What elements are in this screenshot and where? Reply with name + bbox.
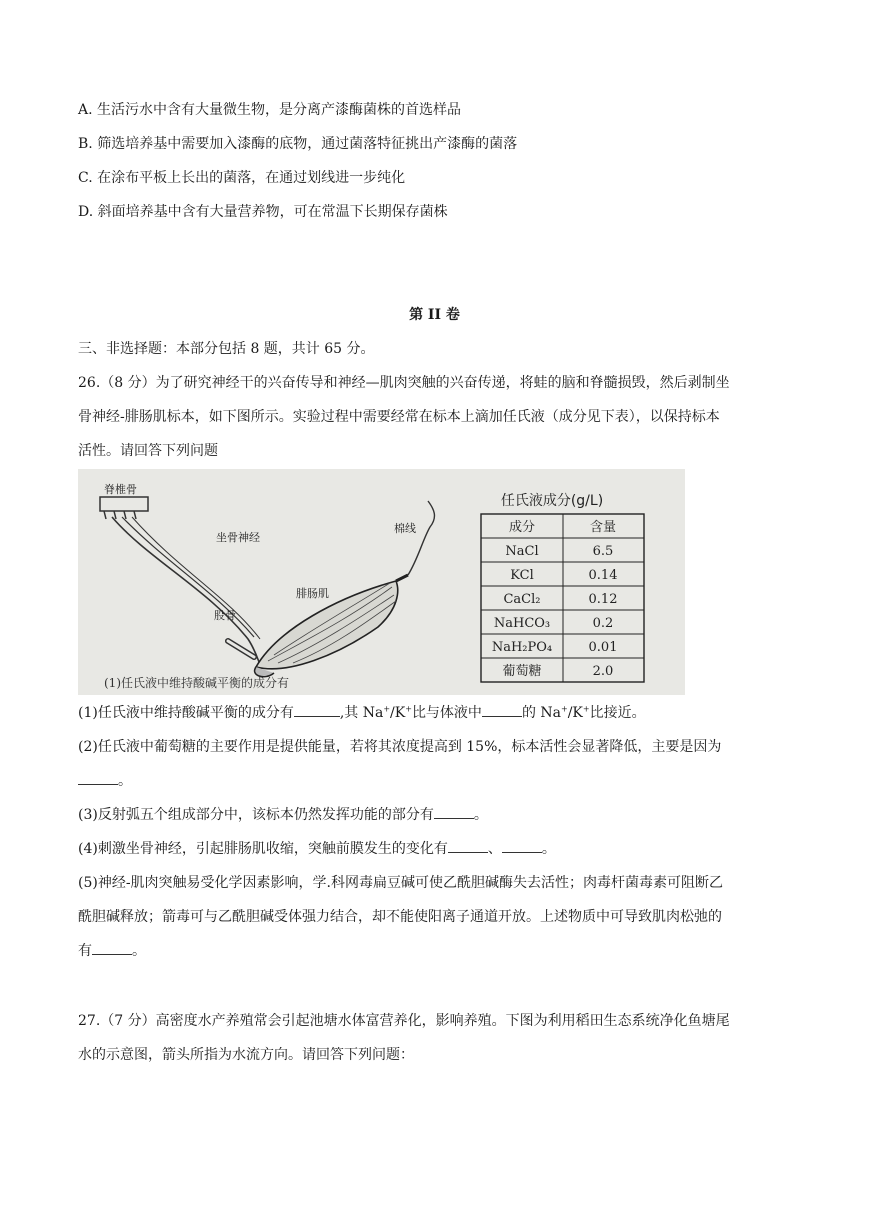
q26-part-3 xyxy=(78,805,488,825)
q26-stem-line-2: 骨神经-腓肠肌标本，如下图所示。实验过程中需要经常在标本上滴加任氏液（成分见下表），以保持标本 xyxy=(78,409,720,425)
table-cell: 0.2 xyxy=(592,616,614,631)
section-description: 三、非选择题：本部分包括 8 题，共计 65 分。 xyxy=(78,341,375,357)
q26-p1-text-g: 比接近。 xyxy=(589,705,646,721)
q26-stem-line-1: 26.（8 分）为了研究神经干的兴奋传导和神经—肌肉突触的兴奋传递，将蛙的脑和脊髓损毁，然后剥制坐 xyxy=(78,375,730,391)
superscript: + xyxy=(383,704,391,714)
q26-part-5-line-2: 酰胆碱释放；箭毒可与乙酰胆碱受体强力结合，却不能使阳离子通道开放。上述物质中可导致肌肉松弛的 xyxy=(78,909,722,925)
q26-part-1 xyxy=(78,703,646,723)
table-cell: 6.5 xyxy=(592,544,614,559)
option-a: A. 生活污水中含有大量微生物，是分离产漆酶菌株的首选样品 xyxy=(78,102,462,118)
table-cell: KCl xyxy=(510,568,534,583)
q26-p3-end: 。 xyxy=(473,807,488,823)
superscript: + xyxy=(582,704,590,714)
answer-blank[interactable] xyxy=(78,772,118,785)
q26-p1-text-b: ,其 Na xyxy=(339,705,384,721)
q26-p4-sep: 、 xyxy=(487,841,502,857)
table-header-amount: 含量 xyxy=(589,520,617,535)
table-cell: 葡萄糖 xyxy=(502,664,542,679)
specimen-illustration xyxy=(78,469,685,695)
q26-p3-text: (3)反射弧五个组成部分中，该标本仍然发挥功能的部分有 xyxy=(78,807,434,823)
table-cell: NaHCO₃ xyxy=(493,616,551,631)
q26-p1-text-d: 比与体液中 xyxy=(411,705,482,721)
superscript: + xyxy=(405,704,412,714)
answer-blank[interactable] xyxy=(92,942,132,955)
option-d: D. 斜面培养基中含有大量营养物，可在常温下长期保存菌株 xyxy=(78,204,448,220)
table-cell: 0.01 xyxy=(588,640,618,655)
answer-blank[interactable] xyxy=(294,704,340,717)
label-spine: 脊椎骨 xyxy=(104,483,137,496)
q26-p5-end: 。 xyxy=(132,943,146,959)
table-cell: 2.0 xyxy=(592,664,614,679)
answer-blank[interactable] xyxy=(434,806,474,819)
table-cell: 0.12 xyxy=(588,592,618,607)
label-gastrocnemius: 腓肠肌 xyxy=(296,587,329,600)
table-cell: CaCl₂ xyxy=(503,592,541,607)
table-cell: 0.14 xyxy=(588,568,618,583)
q26-p4-text: (4)刺激坐骨神经，引起腓肠肌收缩，突触前膜发生的变化有 xyxy=(78,841,448,857)
q26-p1-text-a: (1)任氏液中维持酸碱平衡的成分有 xyxy=(78,705,294,721)
q26-part-5-line-1: (5)神经-肌肉突触易受化学因素影响，学.科网毒扁豆碱可使乙酰胆碱酶失去活性；肉毒杆菌毒素可阻断乙 xyxy=(78,875,724,891)
label-femur: 股骨 xyxy=(214,609,236,622)
table-cell: NaH₂PO₄ xyxy=(491,640,553,655)
label-sciatic-nerve: 坐骨神经 xyxy=(216,531,260,544)
option-b: B. 筛选培养基中需要加入漆酶的底物，通过菌落特征挑出产漆酶的菌落 xyxy=(78,136,518,152)
figure-caption-fragment: (1)任氏液中维持酸碱平衡的成分有 xyxy=(104,676,289,690)
q26-stem-line-3: 活性。请回答下列问题 xyxy=(78,443,218,459)
section-title: 第 II 卷 xyxy=(409,307,460,323)
label-thread: 棉线 xyxy=(394,522,416,535)
q27-stem-line-1: 27.（7 分）高密度水产养殖常会引起池塘水体富营养化，影响养殖。下图为利用稻田生态系统净化鱼塘尾 xyxy=(78,1013,730,1029)
table-header-component: 成分 xyxy=(508,520,536,535)
q26-part-2-answer xyxy=(78,771,132,791)
answer-blank[interactable] xyxy=(502,840,542,853)
q26-p4-end: 。 xyxy=(541,841,556,857)
answer-blank[interactable] xyxy=(482,704,522,717)
q26-part-5-line-3 xyxy=(78,941,146,961)
q26-part-4 xyxy=(78,839,556,859)
q26-p1-text-c: /K xyxy=(390,705,406,721)
q26-part-2: (2)任氏液中葡萄糖的主要作用是提供能量，若将其浓度提高到 15%，标本活性会显著降低，主要是因为 xyxy=(78,739,722,755)
superscript: + xyxy=(560,704,568,714)
answer-blank[interactable] xyxy=(448,840,488,853)
q26-p1-text-e: 的 Na xyxy=(521,705,561,721)
q26-p5-text: 有 xyxy=(78,943,92,959)
table-title: 任氏液成分(g/L) xyxy=(500,493,604,509)
specimen-figure xyxy=(78,469,685,695)
table-cell: NaCl xyxy=(505,544,539,559)
q26-p1-text-f: /K xyxy=(567,705,583,721)
option-c: C. 在涂布平板上长出的菌落，在通过划线进一步纯化 xyxy=(78,170,406,186)
q27-stem-line-2: 水的示意图，箭头所指为水流方向。请回答下列问题： xyxy=(78,1047,414,1063)
q26-p2-end: 。 xyxy=(118,773,132,789)
